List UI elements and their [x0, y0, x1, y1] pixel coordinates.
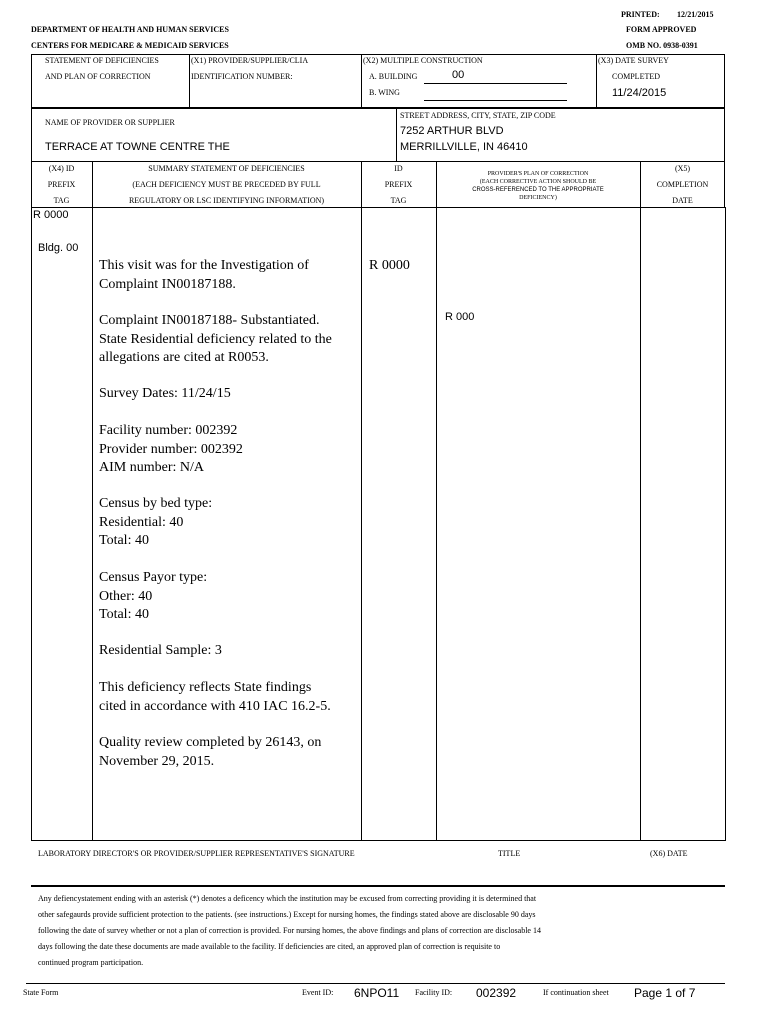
signature-title: TITLE: [498, 849, 521, 858]
address-line-2: MERRILLVILLE, IN 46410: [400, 141, 528, 153]
printed-label: PRINTED:: [621, 10, 660, 19]
plan-label-1: PROVIDER'S PLAN OF CORRECTION: [487, 171, 589, 177]
plan-label-3: CROSS-REFERENCED TO THE APPROPRIATE: [472, 187, 604, 193]
continuation-label: If continuation sheet: [543, 988, 609, 997]
left-tag: R 0000: [33, 209, 69, 221]
x4-label-3: TAG: [53, 196, 70, 205]
body-bottom-border: [31, 840, 726, 841]
building-label: A. BUILDING: [369, 72, 418, 81]
statement-label-2: AND PLAN OF CORRECTION: [45, 72, 151, 81]
x3-label-1: (X3) DATE SURVEY: [598, 56, 669, 65]
col-divider-2: [361, 161, 362, 840]
summary-label-1: SUMMARY STATEMENT OF DEFICIENCIES: [148, 164, 305, 173]
x3-date-value: 11/24/2015: [612, 87, 667, 99]
paragraph-sample: Residential Sample: 3: [99, 643, 222, 658]
col-divider-3: [436, 161, 437, 840]
col-divider-4: [640, 161, 641, 840]
paragraph-census-payor: Census Payor type: Other: 40 Total: 40: [99, 570, 208, 622]
x4-label-2: PREFIX: [47, 180, 76, 189]
provider-name-value: TERRACE AT TOWNE CENTRE THE: [45, 141, 230, 153]
page-number: Page 1 of 7: [634, 986, 696, 1000]
x1-label-1: (X1) PROVIDER/SUPPLIER/CLIA: [191, 56, 309, 65]
x5-label-3: DATE: [672, 196, 693, 205]
wing-underline: [424, 100, 567, 101]
signature-date: (X6) DATE: [650, 849, 688, 858]
signature-line: [31, 885, 725, 887]
facility-id-value: 002392: [476, 986, 517, 1000]
state-form-label: State Form: [23, 988, 59, 997]
plan-label-2: (EACH CORRECTIVE ACTION SHOULD BE: [479, 179, 597, 185]
x2-label: (X2) MULTIPLE CONSTRUCTION: [363, 56, 483, 65]
paragraph-facility-numbers: Facility number: 002392 Provider number: 002392 AIM number: N/A: [99, 423, 243, 475]
plan-label-4: DEFICIENCY): [519, 195, 557, 201]
id-label-2: PREFIX: [384, 180, 413, 189]
paragraph-census-bed: Census by bed type: Residential: 40 Total: 40: [99, 496, 213, 548]
facility-id-label: Facility ID:: [415, 988, 453, 997]
footer-line: [26, 983, 725, 984]
printed-date: 12/21/2015: [677, 10, 714, 19]
footnote-line-4: days following the date these documents are made available to the facility. If deficiencies are cited, an approved plan of correction is requisite to: [38, 942, 501, 951]
provider-name-label: NAME OF PROVIDER OR SUPPLIER: [45, 118, 175, 127]
col-divider-1: [92, 161, 93, 840]
form-approved: FORM APPROVED: [626, 25, 697, 34]
paragraph-survey-dates: Survey Dates: 11/24/15: [99, 386, 231, 401]
event-id-value: 6NPO11: [354, 986, 400, 1000]
id-label-3: TAG: [390, 196, 407, 205]
address-line-1: 7252 ARTHUR BLVD: [400, 125, 504, 137]
summary-label-3: REGULATORY OR LSC IDENTIFYING INFORMATION): [128, 196, 325, 205]
x5-label-2: COMPLETION: [656, 180, 709, 189]
paragraph-state-findings: This deficiency reflects State findings cited in accordance with 410 IAC 16.2-5.: [99, 680, 331, 714]
paragraph-complaint: Complaint IN00187188- Substantiated. State Residential deficiency related to the allegations are cited at R0053.: [99, 313, 332, 365]
body-left-border: [31, 207, 32, 840]
plan-tag: R 000: [445, 311, 475, 323]
building-value: 00: [452, 69, 465, 81]
department-title: DEPARTMENT OF HEALTH AND HUMAN SERVICES: [31, 25, 229, 34]
x3-label-2: COMPLETED: [612, 72, 660, 81]
summary-label-2: (EACH DEFICIENCY MUST BE PRECEDED BY FULL: [132, 180, 321, 189]
x1-label-2: IDENTIFICATION NUMBER:: [191, 72, 293, 81]
x5-label-1: (X5): [674, 164, 691, 173]
signature-label: LABORATORY DIRECTOR'S OR PROVIDER/SUPPLIER REPRESENTATIVE'S SIGNATURE: [38, 849, 355, 858]
bldg-label: Bldg. 00: [38, 242, 79, 254]
x4-label-1: (X4) ID: [48, 164, 75, 173]
building-underline: [424, 83, 567, 84]
id-tag: R 0000: [369, 258, 410, 273]
omb-number: OMB NO. 0938-0391: [626, 41, 698, 50]
statement-label-1: STATEMENT OF DEFICIENCIES: [45, 56, 159, 65]
body-right-border: [725, 207, 726, 840]
footnote-line-1: Any defiencystatement ending with an asterisk (*) denotes a deficency which the institution may be excused from correcting providing it is determined that: [38, 894, 537, 903]
centers-title: CENTERS FOR MEDICARE & MEDICAID SERVICES: [31, 41, 229, 50]
event-id-label: Event ID:: [302, 988, 334, 997]
footnote-line-5: continued program participation.: [38, 958, 144, 967]
provider-divider: [396, 108, 397, 162]
wing-label: B. WING: [369, 88, 400, 97]
address-label: STREET ADDRESS, CITY, STATE, ZIP CODE: [400, 111, 556, 120]
provider-box: [31, 108, 725, 162]
paragraph-visit: This visit was for the Investigation of Complaint IN00187188.: [99, 258, 309, 292]
paragraph-quality-review: Quality review completed by 26143, on November 29, 2015.: [99, 735, 322, 769]
footnote-line-2: other safegaurds provide sufficient protection to the patients. (see instructions.) Except for nursing homes, the findings stated above are disclosable 90 days: [38, 910, 536, 919]
footnote-line-3: following the date of survey whether or not a plan of correction is provided. For nursing homes, the above findings and plans of correction are disclosable 14: [38, 926, 541, 935]
id-label-1: ID: [394, 164, 403, 173]
